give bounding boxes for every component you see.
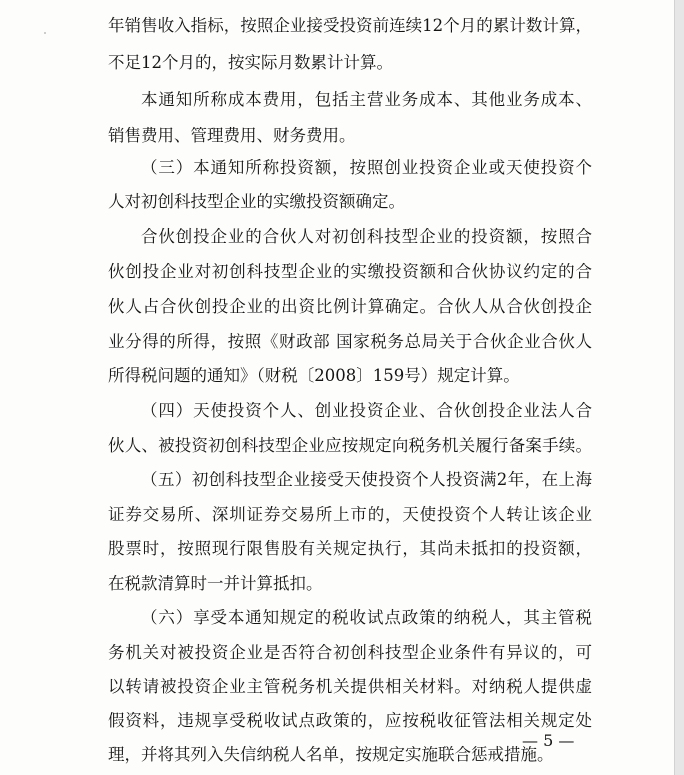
scan-speck — [44, 32, 46, 34]
text-line: 本通知所称成本费用，包括主营业务成本、其他业务成本、 — [141, 90, 592, 109]
text-line: （五）初创科技型企业接受天使投资个人投资满2年，在上海 — [141, 470, 592, 489]
text-line: 伙人、被投资初创科技型企业应按规定向税务机关履行备案手续。 — [108, 436, 592, 455]
text-line: 所得税问题的通知》（财税〔2008〕159号）规定计算。 — [108, 366, 520, 385]
text-line: 以转请被投资企业主管税务机关提供相关材料。对纳税人提供虚 — [108, 677, 592, 696]
text-line: 年销售收入指标，按照企业接受投资前连续12个月的累计数计算， — [108, 16, 592, 35]
text-line: 不足12个月的，按实际月数累计计算。 — [108, 53, 393, 72]
text-line: （三）本通知所称投资额，按照创业投资企业或天使投资个 — [141, 158, 592, 177]
text-line: 理，并将其列入失信纳税人名单，按规定实施联合惩戒措施。 — [108, 745, 554, 764]
text-line: 业分得的所得，按照《财政部 国家税务总局关于合伙企业合伙人 — [108, 332, 592, 351]
text-line: （四）天使投资个人、创业投资企业、合伙创投企业法人合 — [141, 401, 592, 420]
text-line: 假资料，违规享受税收试点政策的，应按税收征管法相关规定处 — [108, 711, 592, 730]
text-line: 伙创投企业对初创科技型企业的实缴投资额和合伙协议约定的合 — [108, 262, 592, 281]
text-line: （六）享受本通知规定的税收试点政策的纳税人，其主管税 — [141, 608, 592, 627]
text-line: 人对初创科技型企业的实缴投资额确定。 — [108, 192, 405, 211]
text-line: 证券交易所、深圳证券交易所上市的，天使投资个人转让该企业 — [108, 505, 592, 524]
text-line: 伙人占合伙创投企业的出资比例计算确定。合伙人从合伙创投企 — [108, 297, 592, 316]
page-number: — 5 — — [522, 731, 575, 750]
text-line: 销售费用、管理费用、财务费用。 — [108, 126, 356, 145]
text-line: 合伙创投企业的合伙人对初创科技型企业的投资额，按照合 — [141, 227, 592, 246]
text-line: 务机关对被投资企业是否符合初创科技型企业条件有异议的，可 — [108, 643, 592, 662]
text-line: 股票时，按照现行限售股有关规定执行，其尚未抵扣的投资额， — [108, 539, 592, 558]
page-edge — [674, 0, 684, 775]
text-line: 在税款清算时一并计算抵扣。 — [108, 574, 323, 593]
